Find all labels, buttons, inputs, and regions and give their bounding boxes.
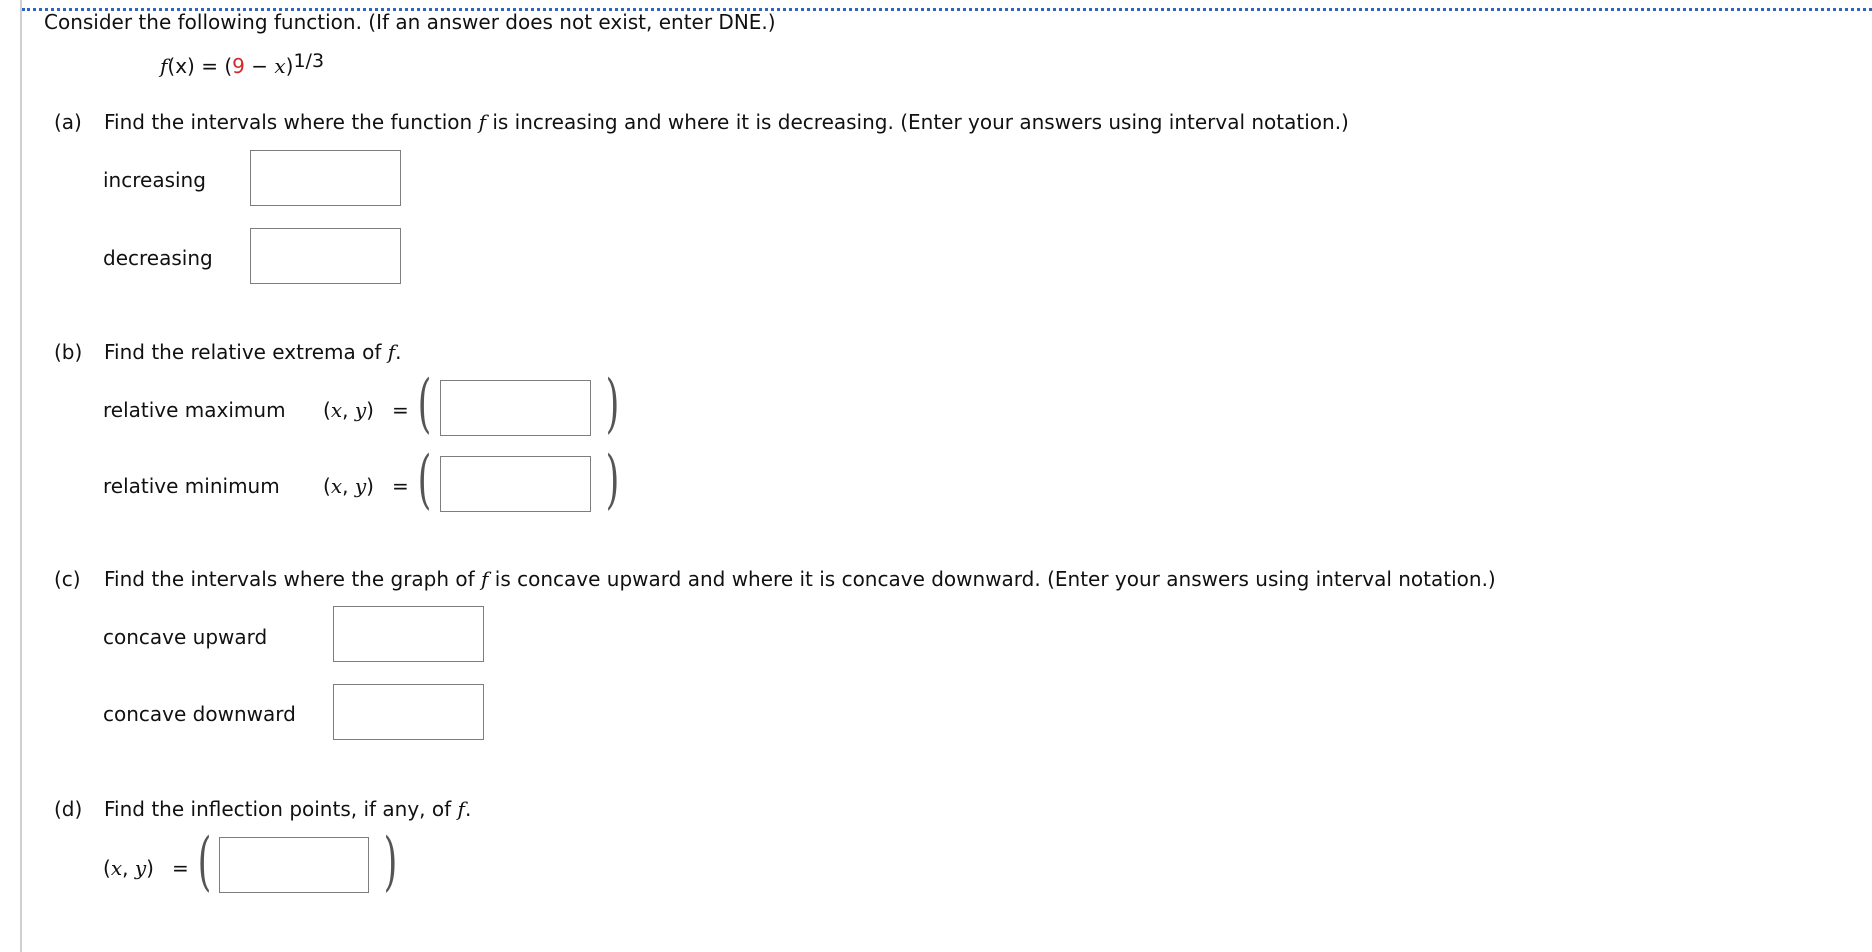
function-definition xyxy=(160,50,325,78)
function-constant: 9 xyxy=(232,54,245,78)
part-a-text-after: is increasing and where it is decreasing. (Enter your answers using interval notation.) xyxy=(485,110,1349,134)
part-c-question xyxy=(54,567,1496,591)
part-d-f: f xyxy=(457,797,465,821)
xy-x: x xyxy=(110,856,123,880)
part-a-f: f xyxy=(478,110,486,134)
part-b-label: (b) xyxy=(54,340,83,364)
relative-maximum-close-paren: ) xyxy=(605,367,620,441)
decreasing-input[interactable] xyxy=(250,228,401,284)
relative-maximum-input[interactable] xyxy=(440,380,591,436)
function-name: f xyxy=(160,54,168,78)
decreasing-label: decreasing xyxy=(103,246,213,270)
xy-x: x xyxy=(330,398,343,422)
part-d-text-before: Find the inflection points, if any, of xyxy=(104,797,458,821)
part-d-text-after: . xyxy=(464,797,472,821)
relative-minimum-equals: = xyxy=(392,474,409,498)
part-b-text-before: Find the relative extrema of xyxy=(104,340,388,364)
relative-maximum-xy-label: (x, y) xyxy=(323,398,374,422)
left-border xyxy=(20,0,22,952)
relative-minimum-open-paren: ( xyxy=(417,443,432,517)
inflection-point-input[interactable] xyxy=(219,837,369,893)
part-c-text xyxy=(104,567,1496,591)
concave-downward-input[interactable] xyxy=(333,684,484,740)
relative-maximum-open-paren: ( xyxy=(417,367,432,441)
relative-minimum-xy-label: (x, y) xyxy=(323,474,374,498)
inflection-xy-label: (x, y) xyxy=(103,856,154,880)
equals-sign: = xyxy=(201,54,218,78)
part-a-text xyxy=(104,110,1349,134)
part-a-question xyxy=(54,110,1349,134)
close-paren: ) xyxy=(285,54,294,78)
relative-minimum-close-paren: ) xyxy=(605,443,620,517)
inflection-open-paren: ( xyxy=(197,825,212,899)
part-b-text-after: . xyxy=(395,340,402,364)
concave-upward-input[interactable] xyxy=(333,606,484,662)
relative-maximum-label: relative maximum xyxy=(103,398,286,422)
increasing-input[interactable] xyxy=(250,150,401,206)
part-c-f: f xyxy=(481,567,489,591)
function-variable: x xyxy=(274,54,286,78)
minus-sign: − xyxy=(251,54,269,78)
xy-y: y xyxy=(134,856,147,880)
concave-downward-label: concave downward xyxy=(103,702,296,726)
part-c-text-after: is concave upward and where it is concave downward. (Enter your answers using interval notation.) xyxy=(488,567,1496,591)
part-a-label: (a) xyxy=(54,110,82,134)
inflection-close-paren: ) xyxy=(383,825,398,899)
part-d-question xyxy=(54,797,471,821)
part-c-text-before: Find the intervals where the graph of xyxy=(104,567,482,591)
relative-minimum-label: relative minimum xyxy=(103,474,280,498)
xy-x: x xyxy=(330,474,343,498)
function-exponent: 1/3 xyxy=(293,50,325,72)
part-b-f: f xyxy=(387,340,396,364)
part-c-label: (c) xyxy=(54,567,81,591)
part-d-text xyxy=(104,797,471,821)
open-paren: ( xyxy=(224,54,233,78)
inflection-equals: = xyxy=(172,856,189,880)
intro-text: Consider the following function. (If an answer does not exist, enter DNE.) xyxy=(44,10,776,34)
increasing-label: increasing xyxy=(103,168,206,192)
part-b-question xyxy=(54,340,402,364)
xy-y: y xyxy=(354,474,367,498)
part-b-text xyxy=(104,340,402,364)
part-a-text-before: Find the intervals where the function xyxy=(104,110,479,134)
relative-maximum-equals: = xyxy=(392,398,409,422)
part-d-label: (d) xyxy=(54,797,83,821)
relative-minimum-input[interactable] xyxy=(440,456,591,512)
function-argument: (x) xyxy=(167,54,195,78)
concave-upward-label: concave upward xyxy=(103,625,268,649)
xy-y: y xyxy=(354,398,367,422)
